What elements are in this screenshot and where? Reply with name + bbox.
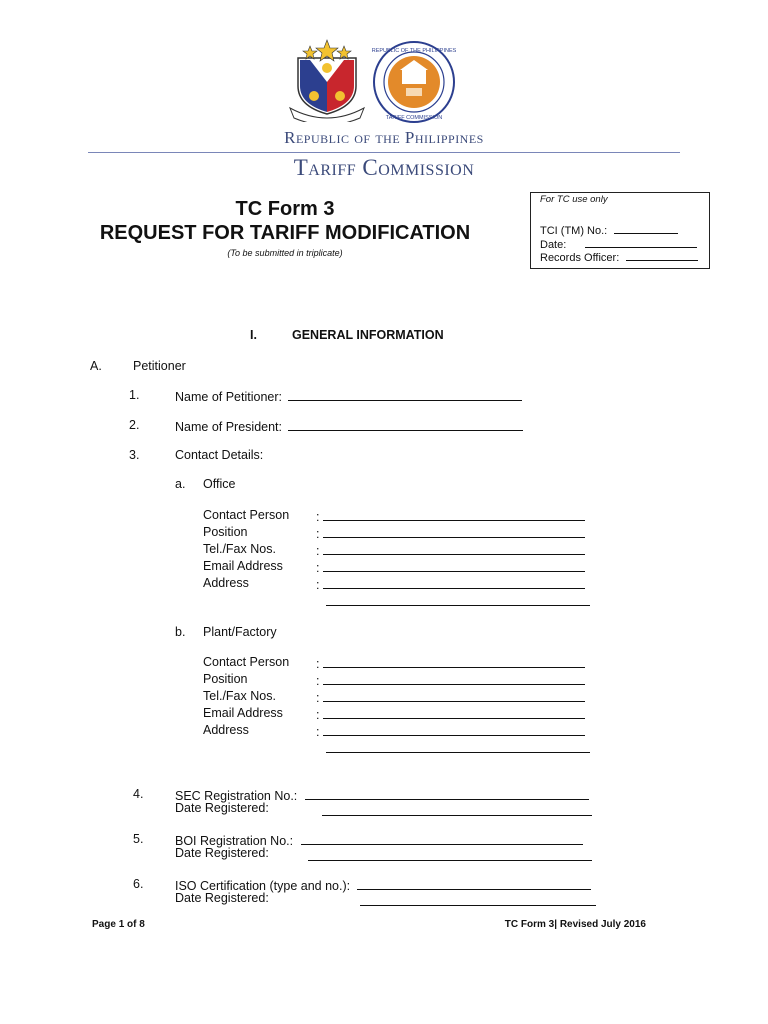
item-2-number: 2. (129, 418, 140, 432)
iso-date-blank[interactable] (360, 893, 596, 906)
office-position-field[interactable]: : (316, 525, 585, 541)
plant-contact-person-field[interactable]: : (316, 655, 585, 671)
revised-date: Revised July 2016 (559, 919, 646, 930)
petitioner-name-blank[interactable] (288, 388, 522, 401)
item-3-number: 3. (129, 448, 140, 462)
section-title: GENERAL INFORMATION (292, 328, 444, 342)
tci-label: TCI (TM) No.: (540, 225, 608, 237)
iso-certification-label: ISO Certification (type and no.): (175, 879, 351, 893)
president-name-blank[interactable] (288, 418, 523, 431)
plant-email-field[interactable]: : (316, 706, 585, 722)
commission-heading: Tariff Commission (293, 155, 475, 180)
petitioner-name-field[interactable] (175, 388, 522, 404)
iso-date-label: Date Registered: (175, 891, 269, 905)
item-5-number: 5. (133, 832, 144, 846)
plant-position-field[interactable]: : (316, 672, 585, 688)
officer-blank[interactable] (626, 248, 698, 261)
page-current: 1 (118, 919, 125, 930)
president-name-label: Name of President: (175, 420, 282, 434)
petitioner-label: Petitioner (133, 359, 186, 373)
philippine-seal-icon (288, 36, 366, 122)
boi-date-blank[interactable] (308, 848, 592, 861)
office-label: Office (203, 477, 236, 491)
sec-registration-label: SEC Registration No.: (175, 789, 298, 803)
plant-address-label: Address (203, 723, 249, 737)
office-telfax-label: Tel./Fax Nos. (203, 542, 276, 556)
plant-address-field[interactable]: : (316, 723, 585, 739)
item-6-number: 6. (133, 877, 144, 891)
plant-telfax-label: Tel./Fax Nos. (203, 689, 276, 703)
officer-label: Records Officer: (540, 252, 620, 264)
republic-heading: Republic of the Philippines (284, 128, 484, 147)
office-email-label: Email Address (203, 559, 283, 573)
section-number: I. (250, 328, 257, 342)
item-1-number: 1. (129, 388, 140, 402)
page-of: of (124, 919, 140, 930)
tc-use-heading: For TC use only (540, 194, 608, 205)
petitioner-letter: A. (90, 359, 102, 373)
form-title: REQUEST FOR TARIFF MODIFICATION (99, 222, 471, 244)
plant-contact-person-label: Contact Person (203, 655, 290, 669)
date-label: Date: (540, 239, 567, 251)
office-contact-person-field[interactable]: : (316, 508, 585, 524)
date-blank[interactable] (585, 235, 697, 248)
plant-email-label: Email Address (203, 706, 283, 720)
boi-registration-label: BOI Registration No.: (175, 834, 294, 848)
office-letter: a. (175, 477, 186, 491)
item-4-number: 4. (133, 787, 144, 801)
svg-text:REPUBLIC OF THE PHILIPPINES: REPUBLIC OF THE PHILIPPINES (372, 48, 456, 54)
form-ref: TC Form 3 (504, 919, 555, 930)
office-address-line-2[interactable] (326, 593, 590, 606)
plant-position-label: Position (203, 672, 248, 686)
tariff-commission-seal-icon (372, 40, 456, 124)
office-position-label: Position (203, 525, 248, 539)
sec-date-label: Date Registered: (175, 801, 269, 815)
office-contact-person-label: Contact Person (203, 508, 290, 522)
officer-field[interactable] (540, 248, 698, 264)
petitioner-name-label: Name of Petitioner: (175, 390, 282, 404)
boi-date-label: Date Registered: (175, 846, 269, 860)
office-address-field[interactable]: : (316, 576, 585, 592)
form-number: TC Form 3 (235, 198, 335, 220)
office-address-label: Address (203, 576, 249, 590)
plant-telfax-field[interactable]: : (316, 689, 585, 705)
office-telfax-field[interactable]: : (316, 542, 585, 558)
sec-registration-blank[interactable] (305, 787, 589, 800)
plant-label: Plant/Factory (203, 625, 277, 639)
page-total: 8 (139, 919, 145, 930)
svg-text:TARIFF COMMISSION: TARIFF COMMISSION (385, 115, 443, 121)
office-email-field[interactable]: : (316, 559, 585, 575)
president-name-field[interactable] (175, 418, 523, 434)
page-prefix: Page (92, 919, 119, 930)
page-indicator (92, 919, 145, 930)
header-divider (88, 152, 680, 153)
tci-blank[interactable] (614, 221, 678, 234)
contact-details-label: Contact Details: (175, 448, 264, 462)
form-revision: TC Form 3| Revised July 2016 (504, 919, 646, 930)
plant-address-line-2[interactable] (326, 740, 590, 753)
triplicate-note: (To be submitted in triplicate) (227, 248, 343, 258)
boi-registration-blank[interactable] (301, 832, 583, 845)
iso-certification-blank[interactable] (357, 877, 591, 890)
plant-letter: b. (175, 625, 186, 639)
sec-date-blank[interactable] (322, 803, 592, 816)
